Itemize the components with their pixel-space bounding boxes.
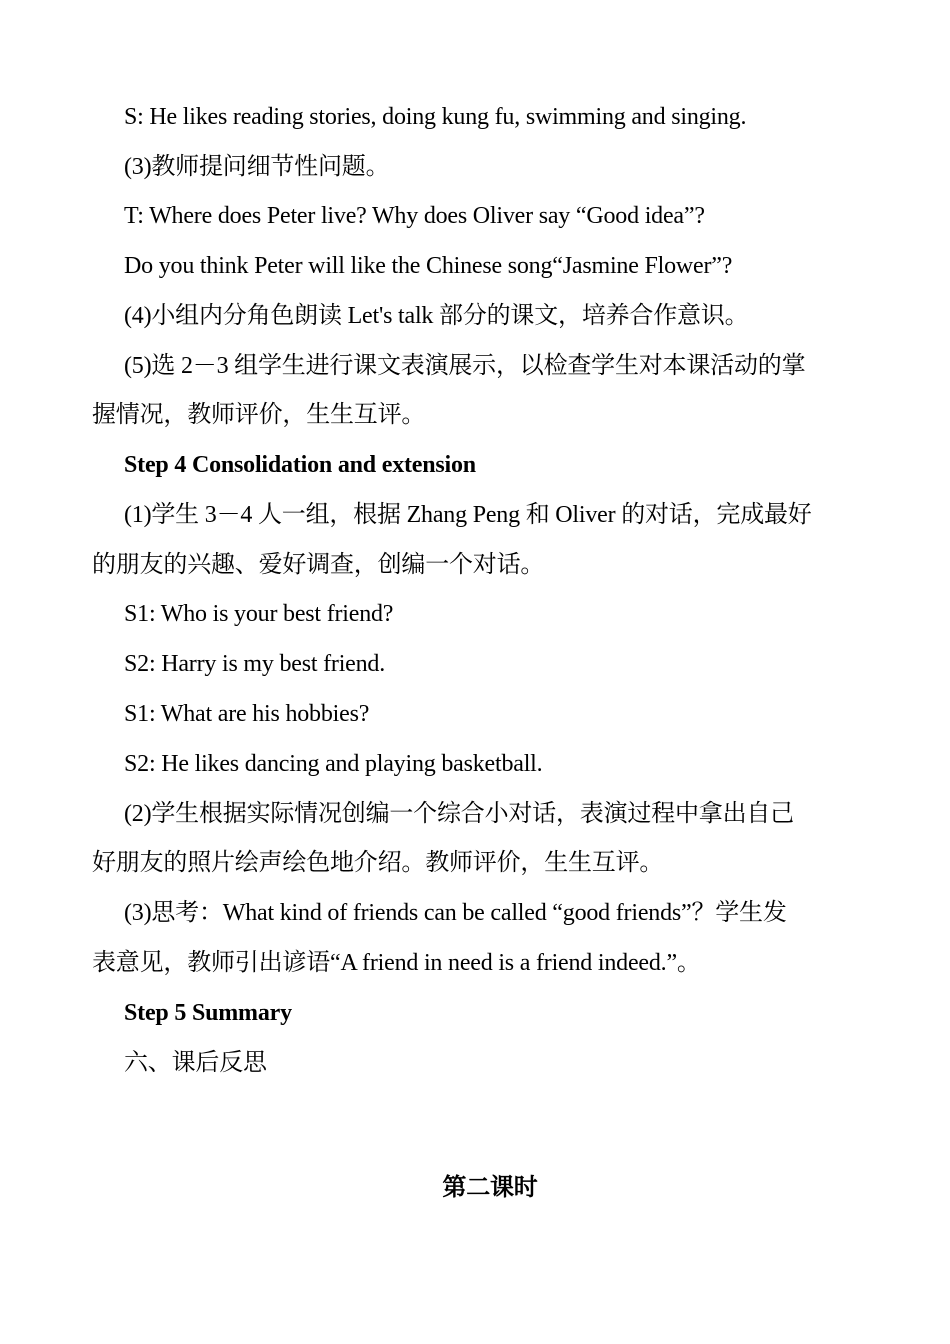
dialogue-line: S1: What are his hobbies? bbox=[124, 701, 370, 727]
instruction-step: (2)学生根据实际情况创编一个综合小对话，表演过程中拿出自己 bbox=[124, 801, 794, 827]
instruction-step: (4)小组内分角色朗读 Let's talk 部分的课文，培养合作意识。 bbox=[124, 303, 749, 329]
instruction-step-continued: 的朋友的兴趣、爱好调查，创编一个对话。 bbox=[92, 552, 545, 578]
step-heading: Step 5 Summary bbox=[124, 1000, 292, 1026]
instruction-step: (1)学生 3－4 人一组，根据 Zhang Peng 和 Oliver 的对话，完成最好 bbox=[124, 502, 812, 528]
instruction-step: (3)教师提问细节性问题。 bbox=[124, 154, 390, 180]
dialogue-line: T: Where does Peter live? Why does Oliver say “Good idea”? bbox=[124, 203, 705, 229]
step-heading: Step 4 Consolidation and extension bbox=[124, 452, 476, 478]
instruction-step: (5)选 2－3 组学生进行课文表演展示，以检查学生对本课活动的掌 bbox=[124, 353, 806, 379]
dialogue-line: S2: Harry is my best friend. bbox=[124, 651, 386, 677]
dialogue-line: S: He likes reading stories, doing kung fu, swimming and singing. bbox=[124, 104, 747, 130]
instruction-step-continued: 好朋友的照片绘声绘色地介绍。教师评价，生生互评。 bbox=[92, 850, 664, 876]
section-heading: 第二课时 bbox=[442, 1175, 538, 1201]
section-item: 六、课后反思 bbox=[124, 1050, 267, 1076]
dialogue-line: Do you think Peter will like the Chinese song“Jasmine Flower”? bbox=[124, 253, 733, 279]
instruction-step-continued: 表意见，教师引出谚语“A friend in need is a friend indeed.”。 bbox=[92, 950, 701, 976]
dialogue-line: S2: He likes dancing and playing basketball. bbox=[124, 751, 543, 777]
instruction-step: (3)思考：What kind of friends can be called “good friends”？学生发 bbox=[124, 900, 787, 926]
instruction-step-continued: 握情况，教师评价，生生互评。 bbox=[92, 402, 426, 428]
dialogue-line: S1: Who is your best friend? bbox=[124, 601, 394, 627]
